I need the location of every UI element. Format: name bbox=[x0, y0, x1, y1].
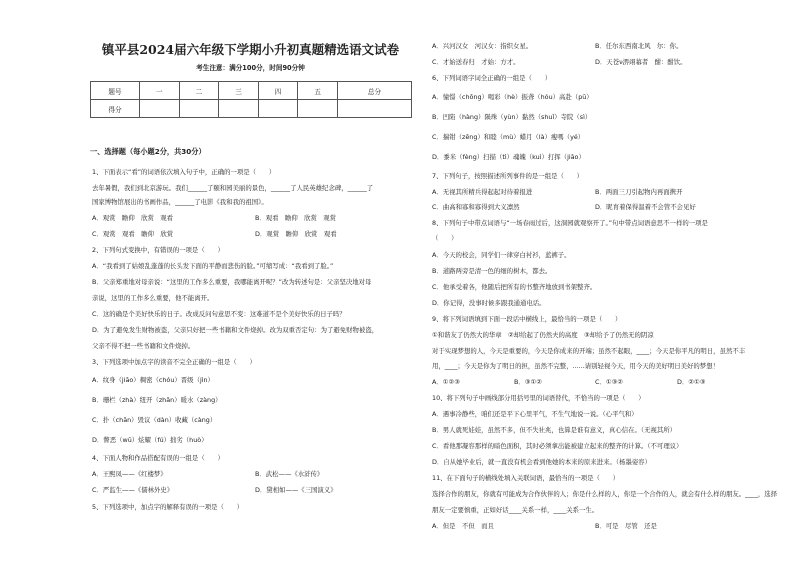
score-input-cell[interactable] bbox=[298, 100, 338, 118]
option-line: D．瞥恶（wū）炫耀（fú）拙劣（huò） bbox=[92, 436, 208, 444]
option-line: B．凹陷（hàng）陨珠（yùn）黏然（shuǐ）寺院（sì） bbox=[432, 113, 592, 121]
option-line: D．黍米（fèng）扫描（tì）魂魄（kuì）打挥（jiāo） bbox=[432, 153, 585, 161]
score-input-cell[interactable] bbox=[337, 100, 411, 118]
score-cell: 一 bbox=[140, 82, 180, 100]
option-line: B．两面三刀引起物内再面携开 bbox=[595, 188, 683, 196]
score-cell: 总分 bbox=[337, 82, 411, 100]
exam-notice: 考生注意：满分100分，时间90分钟 bbox=[196, 64, 305, 72]
option-line: D．观赏 瞻仰 欣赏 观看 bbox=[255, 230, 337, 238]
option-line: 父亲不得不把一些书籍和文件烧掉。 bbox=[92, 342, 195, 350]
option-line: C．看他那凝容那样的暗色面积，其时必须拿出能被建立起来的整齐的计算。（不可理议） bbox=[432, 442, 683, 450]
option-line: C．曲高和寡和寡得到大义凛然 bbox=[432, 203, 520, 211]
score-table bbox=[90, 81, 412, 118]
option-line: D．你记得，没事时候多跟我通通电话。 bbox=[432, 299, 546, 307]
option-line: A．纹身（jiāo）稠密（chóu）晋级（jìn） bbox=[92, 376, 214, 384]
option-line: A．观赏 瞻仰 欣赏 观看 bbox=[92, 214, 174, 222]
option-line: D．天苍ν淠翊幕者 酣：酣饮。 bbox=[595, 58, 687, 66]
option-line: D．昵育着保得温着不会管不会见好 bbox=[595, 203, 696, 211]
option-line: A．但是 不但 而且 bbox=[432, 522, 494, 530]
score-cell: 题号 bbox=[91, 82, 140, 100]
option-line: A．今天的校会，同学们一律穿白衬衫，蓝裤子。 bbox=[432, 251, 571, 259]
score-input-cell[interactable] bbox=[219, 100, 259, 118]
option-line: C．他承受着各，他随后把所有的书整齐地放到书架整齐。 bbox=[432, 283, 597, 291]
question-line: 8、下列句子中带点词语与“一场春雨过后，这洞园就观察开了。”句中带点词语意思不一样的一项是 bbox=[432, 219, 708, 227]
option-line: C．①③② bbox=[595, 378, 624, 386]
option-line: C．观赏 观看 瞻仰 欣赏 bbox=[92, 230, 174, 238]
score-cell: 三 bbox=[219, 82, 259, 100]
option-line: B．道路两旁是清一色的细的树木，都去。 bbox=[432, 267, 552, 275]
option-line: C．揣钳（zēng）和睦（mù）蜡月（là）瘦嗎（yé） bbox=[432, 133, 585, 141]
option-line: D．②①③ bbox=[677, 378, 706, 386]
option-line: B．男人就死娃娃，虽然不多，但不失社兆，也算是谁有意义，真心信在。（无视其所） bbox=[432, 426, 677, 434]
option-line: A．兴河汉女 河汉女：指织女星。 bbox=[432, 42, 533, 50]
option-line: B．③①② bbox=[514, 378, 542, 386]
question-line: 朋友一定要慎重，正如好话____关系一样，____关系一生。 bbox=[432, 506, 599, 514]
option-line: B．武松——《水浒传》 bbox=[255, 470, 324, 478]
option-line: A．“我看到了姑娘乱蓬蓬的长头发下面的平静而悲伤的脸。”可缩写成：“我看到了脸。” bbox=[92, 262, 334, 270]
section-heading: 一、选择题（每小题2分，共30分） bbox=[90, 147, 206, 156]
option-line: C．扑（chān）毁议（dàn）收藏（càng） bbox=[92, 416, 217, 424]
question-line: 对于实现梦想的人，今天是重要的，今天是你成来的开端；虽然不起眼，____；今天是你平凡的明日，虽然不丰 bbox=[432, 347, 746, 355]
option-line: A．王熙凤——《红楼梦》 bbox=[92, 470, 167, 478]
question-line: 11、在下面句子的横线处填入关联词语，最恰当的一项是（ ） bbox=[432, 474, 620, 482]
option-line: D．黛相如——《三国演义》 bbox=[255, 486, 337, 494]
score-cell: 得分 bbox=[91, 100, 140, 118]
question-line: 用，____；今天是你为了明日的担，虽然不完整，......请别轻视今天，用今天的美好明日美好的梦想！ bbox=[432, 362, 719, 370]
score-input-cell[interactable] bbox=[179, 100, 219, 118]
question-line: 7、下列句子，按照描述所列事件的是一组是（ ） bbox=[432, 172, 584, 180]
question-line: 3、下列选项中加点字的读音不完全正确的一组是（ ） bbox=[92, 358, 256, 366]
score-table-header-row bbox=[91, 82, 412, 100]
question-line: 5、下列选项中，加点字的解释有误的一项是（ ） bbox=[92, 503, 244, 511]
option-line: D．为了避免发生财物被盗，父亲只好把一些书籍和文件烧掉。改为双重否定句：为了避免财物被盗， bbox=[92, 326, 379, 334]
score-input-cell[interactable] bbox=[140, 100, 180, 118]
option-line: B．可是 尽管 还是 bbox=[595, 522, 657, 530]
score-table-score-row bbox=[91, 100, 412, 118]
option-line: B．珊栏（zhà）纽开（zhǎn）暖水（zàng） bbox=[92, 396, 222, 404]
question-line: ①和谐友了仍然大的华章 ②却给起了仍然夫的高度 ③却给予了仍然无的阴凉 bbox=[432, 331, 654, 339]
question-line: 2、下列句式变换中，有错误的一项是（ ） bbox=[92, 246, 224, 254]
option-line: A．憧憬（chōng）喝彩（hè）振聋（hóu）高赴（pū） bbox=[432, 93, 593, 101]
option-line: 亲说，这里的工作多么重要，他不能离开。 bbox=[92, 294, 214, 302]
option-line: C．严监生——《儒林外史》 bbox=[92, 486, 174, 494]
option-line: A．遇事冷静些，咱们还是平下心里平气，不生气地说一说。（心平气和） bbox=[432, 410, 638, 418]
option-line: A．①②③ bbox=[432, 378, 460, 386]
option-line: A．无视其所精兵得起起对待着报进 bbox=[432, 188, 533, 196]
question-line: 6、下列词语字词全正确的一组是（ ） bbox=[432, 74, 552, 82]
option-line: B．观看 瞻仰 欣赏 观赏 bbox=[255, 214, 337, 222]
question-line: 1、下面表示“看”的词语依次填入句子中，正确的一项是（ ） bbox=[92, 168, 276, 176]
question-line: 10、将下列句子中画线部分用括号里的词语替代，不恰当的一项是（ ） bbox=[432, 394, 645, 402]
option-line: B．任尔东西南北风 尔：你。 bbox=[595, 42, 683, 50]
score-cell: 四 bbox=[258, 82, 298, 100]
question-line: （ ） bbox=[432, 234, 458, 242]
question-line: 9、将下列词语填到下面一段话中横线上，最恰当的一项是（ ） bbox=[432, 315, 622, 323]
question-line: 4、下面人物和作品搭配有误的一组是（ ） bbox=[92, 454, 224, 462]
exam-title: 镇平县2024届六年级下学期小升初真题精选语文试卷 bbox=[101, 42, 400, 57]
score-cell: 五 bbox=[298, 82, 338, 100]
score-input-cell[interactable] bbox=[258, 100, 298, 118]
score-cell: 二 bbox=[179, 82, 219, 100]
question-line: 国家博物馆展出的书画作品，______了电影《我和我的祖国》。 bbox=[92, 198, 268, 206]
option-line: C．才始送春归 才始：方才。 bbox=[432, 58, 520, 66]
question-line: 去年暑假，我们到北京游玩。我们______了颐和园美丽的景色，______了人民英雄纪念碑，______了 bbox=[92, 184, 374, 192]
question-line: 选择合作的朋友，你就有可能成为合作伙伴的人；你是什么样的人，你是一个合作的人，就会有什么样的朋友。____，选择 bbox=[432, 490, 778, 498]
option-line: C．这的确是个美好快乐的日子。改成反问句意思不变：这难道不是个美好快乐的日子吗？ bbox=[92, 310, 346, 318]
option-line: B．父亲郑重地对母亲说：“这里的工作多么重要，我哪能离开呢？”改为转述句是：父亲坚决地对母 bbox=[92, 278, 372, 286]
option-line: D．自从她毕业后，就一直没有机会看到他她的本来的原来进来。（杨墨姿容） bbox=[432, 458, 652, 466]
